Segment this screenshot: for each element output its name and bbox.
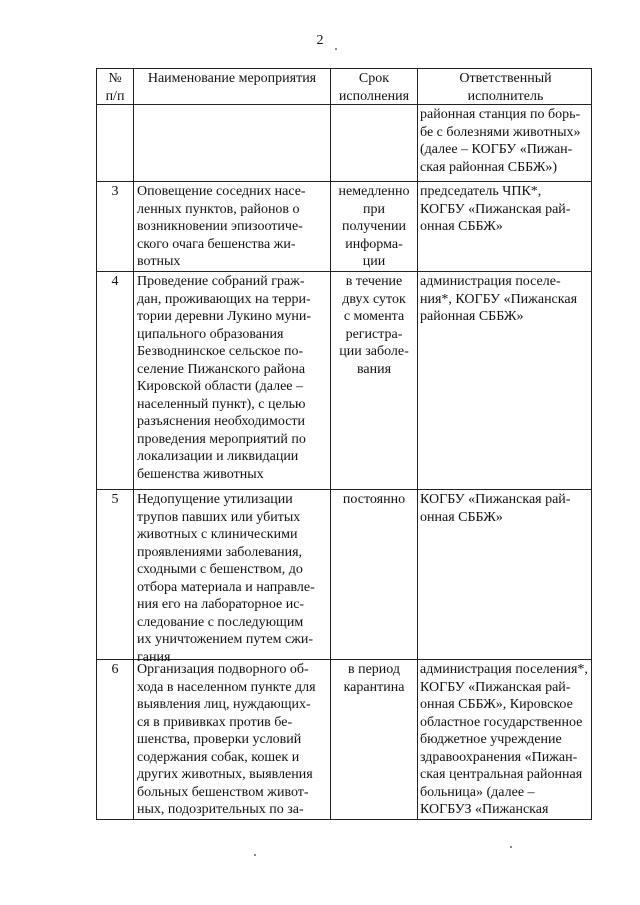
table-row-name: Оповещение соседних насе- ленных пунктов, районов о возникновении эпизоотиче- ского очага бешенства жи- вотных bbox=[137, 184, 306, 269]
header-name: Наименование мероприятия bbox=[147, 71, 317, 86]
header-responsible: Ответственный исполнитель bbox=[459, 71, 552, 104]
row-divider bbox=[97, 489, 591, 490]
table-row-responsible: районная станция по борь- бе с болезнями животных» (далее – КОГБУ «Пижан- ская районная СББЖ») bbox=[420, 107, 581, 175]
table-row-term: в течение двух суток с момента регистра- ции заболе- вания bbox=[339, 274, 409, 377]
table-row-responsible: администрация поселения*, КОГБУ «Пижанская рай- онная СББЖ», Кировское областное государственное бюджетное учреждение здравоохранения «Пижан- ская центральная районная больница» (далее – КОГБУЗ «Пижанская bbox=[420, 662, 588, 817]
table-row-term: в период карантина bbox=[343, 662, 405, 695]
table-row-number: 5 bbox=[111, 492, 119, 507]
header-term: Срок исполнения bbox=[338, 71, 410, 104]
table-row-responsible: администрация поселе- ния*, КОГБУ «Пижанская районная СББЖ» bbox=[420, 274, 578, 324]
table-row-number: 3 bbox=[111, 184, 119, 199]
header-number: № п/п bbox=[105, 71, 125, 104]
table-row-name: Проведение собраний граж- дан, проживающих на терри- тории деревни Лукино муни- ципального образования Безводнинское сельское по- селение Пижанского района Кировской области (далее – населенный пункт), с целью разъяснения необходимости проведения мероприятий по локализации и ликвидации бешенства животных bbox=[137, 274, 312, 482]
table-row-term: немедленно при получении информа- ции bbox=[338, 184, 410, 269]
table-row-name: Организация подворного об- хода в населенном пункте для выявления лиц, нуждающих- ся в прививках против бе- шенства, проверки условий содержания собак, кошек и других животных, выявления больных бешенством живот- ных, подозрительных по за- bbox=[137, 662, 316, 817]
table-row-name: Недопущение утилизации трупов павших или убитых животных с клиническими проявлениями заболевания, сходными с бешенством, до отбора материала и направле- ния его на лабораторное ис- следование с последующим их уничтожением путем сжи- гания bbox=[137, 492, 315, 665]
scan-speck bbox=[335, 48, 337, 50]
measures-table bbox=[96, 68, 592, 820]
table-row-term: постоянно bbox=[342, 492, 406, 507]
table-row-number: 6 bbox=[111, 662, 119, 677]
table-row-number: 4 bbox=[111, 274, 119, 289]
table-row-responsible: КОГБУ «Пижанская рай- онная СББЖ» bbox=[420, 492, 571, 525]
page-number: 2 bbox=[316, 33, 324, 48]
table-row-responsible: председатель ЧПК*, КОГБУ «Пижанская рай- онная СББЖ» bbox=[420, 184, 571, 234]
scan-speck bbox=[510, 846, 512, 848]
scan-speck bbox=[254, 854, 256, 856]
row-divider bbox=[97, 271, 591, 272]
row-divider bbox=[97, 181, 591, 182]
